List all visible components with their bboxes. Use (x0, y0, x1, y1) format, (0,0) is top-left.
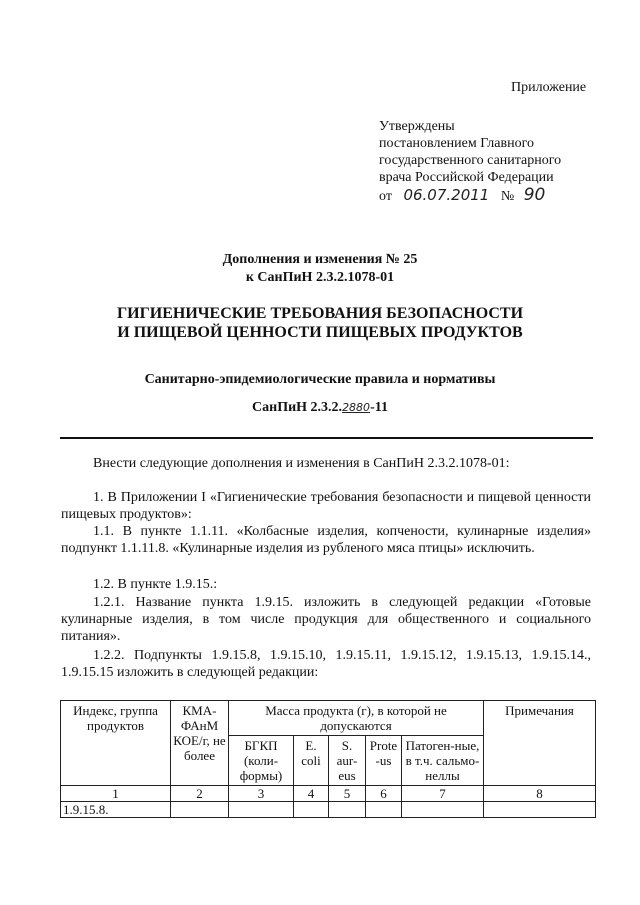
paragraph-1-1 (61, 523, 591, 557)
paragraph-1-2 (61, 576, 591, 593)
table-cell (294, 802, 329, 818)
column-number: 7 (402, 786, 484, 802)
paragraph-1-text: 1. В Приложении I «Гигиенические требования безопасности и пищевой ценности пищевых продуктов»: (61, 490, 591, 522)
subheader-pathogens: Патоген-ные, в т.ч. сальмо-неллы (402, 736, 484, 786)
subheader-saureus: S. aur-eus (329, 736, 366, 786)
paragraph-1-2-2 (61, 647, 591, 681)
subheader-proteus: Prote -us (366, 736, 402, 786)
column-number: 2 (171, 786, 229, 802)
title-line: И ПИЩЕВОЙ ЦЕННОСТИ ПИЩЕВЫХ ПРОДУКТОВ (117, 324, 523, 341)
subheader-bgkp: БГКП (коли-формы) (229, 736, 294, 786)
paragraph-1-2-2-text: 1.2.2. Подпункты 1.9.15.8, 1.9.15.10, 1.9.15.11, 1.9.15.12, 1.9.15.13, 1.9.15.14., 1.9.15.15 изложить в следующей редакции: (61, 648, 591, 680)
rules-subtitle: Санитарно-эпидемиологические правила и нормативы (144, 372, 496, 387)
date-prefix: от (379, 189, 392, 204)
appendix-label: Приложение (511, 80, 587, 95)
column-number: 8 (484, 786, 596, 802)
handwritten-number: 90 (523, 185, 546, 205)
approval-block (379, 118, 561, 205)
table-cell (402, 802, 484, 818)
table-cell (366, 802, 402, 818)
paragraph-1-2-1-text: 1.2.1. Название пункта 1.9.15. изложить в следующей редакции «Готовые кулинарные изделия, в том числе продукция для общественного и социального питания». (61, 595, 591, 644)
code-prefix: СанПиН 2.3.2. (252, 400, 343, 415)
table-header-row (61, 701, 596, 736)
document-title (0, 304, 640, 342)
header-notes: Примечания (484, 701, 596, 786)
table-row (61, 802, 596, 818)
table-cell (229, 802, 294, 818)
product-table (60, 700, 596, 818)
subheader-ecoli: E. coli (294, 736, 329, 786)
title-line: ГИГИЕНИЧЕСКИЕ ТРЕБОВАНИЯ БЕЗОПАСНОСТИ (116, 305, 524, 322)
code-suffix: -11 (370, 400, 388, 415)
intro-text: Внести следующие дополнения и изменения в СанПиН 2.3.2.1078-01: (93, 456, 510, 471)
column-number: 5 (329, 786, 366, 802)
additions-line: Дополнения и изменения № 25 (222, 252, 418, 267)
number-sign: № (500, 189, 515, 204)
handwritten-date: 06.07.2011 (403, 186, 490, 204)
column-number: 1 (61, 786, 171, 802)
additions-line: к СанПиН 2.3.2.1078-01 (245, 270, 395, 285)
approval-date-line (379, 187, 561, 205)
approval-line: врача Российской Федерации (379, 170, 554, 185)
row-index: 1.9.15.8. (61, 802, 171, 818)
sanpin-code (0, 400, 640, 416)
header-kmafanm: КМА-ФАнМ КОЕ/г, не более (171, 701, 229, 786)
divider-line (60, 437, 593, 439)
column-number: 3 (229, 786, 294, 802)
header-index: Индекс, группа продуктов (61, 701, 171, 786)
paragraph-1-1-text: 1.1. В пункте 1.1.11. «Колбасные изделия, копчености, кулинарные изделия» подпункт 1.1.11.8. «Кулинарные изделия из рубленого мяса птицы» исключить. (61, 524, 591, 556)
table-cell (484, 802, 596, 818)
column-number: 4 (294, 786, 329, 802)
approval-line: государственного санитарного (379, 153, 562, 168)
table-cell (171, 802, 229, 818)
handwritten-code: 2880 (342, 401, 371, 414)
table-number-row (61, 786, 596, 802)
intro-paragraph (61, 455, 591, 472)
additions-heading (0, 251, 640, 287)
paragraph-1 (61, 489, 591, 523)
approval-line: Утверждены (379, 119, 455, 134)
table-cell (329, 802, 366, 818)
paragraph-1-2-1 (61, 594, 591, 645)
header-mass: Масса продукта (г), в которой не допускаются (229, 701, 484, 736)
column-number: 6 (366, 786, 402, 802)
paragraph-1-2-text: 1.2. В пункте 1.9.15.: (93, 577, 218, 592)
approval-line: постановлением Главного (379, 136, 534, 151)
